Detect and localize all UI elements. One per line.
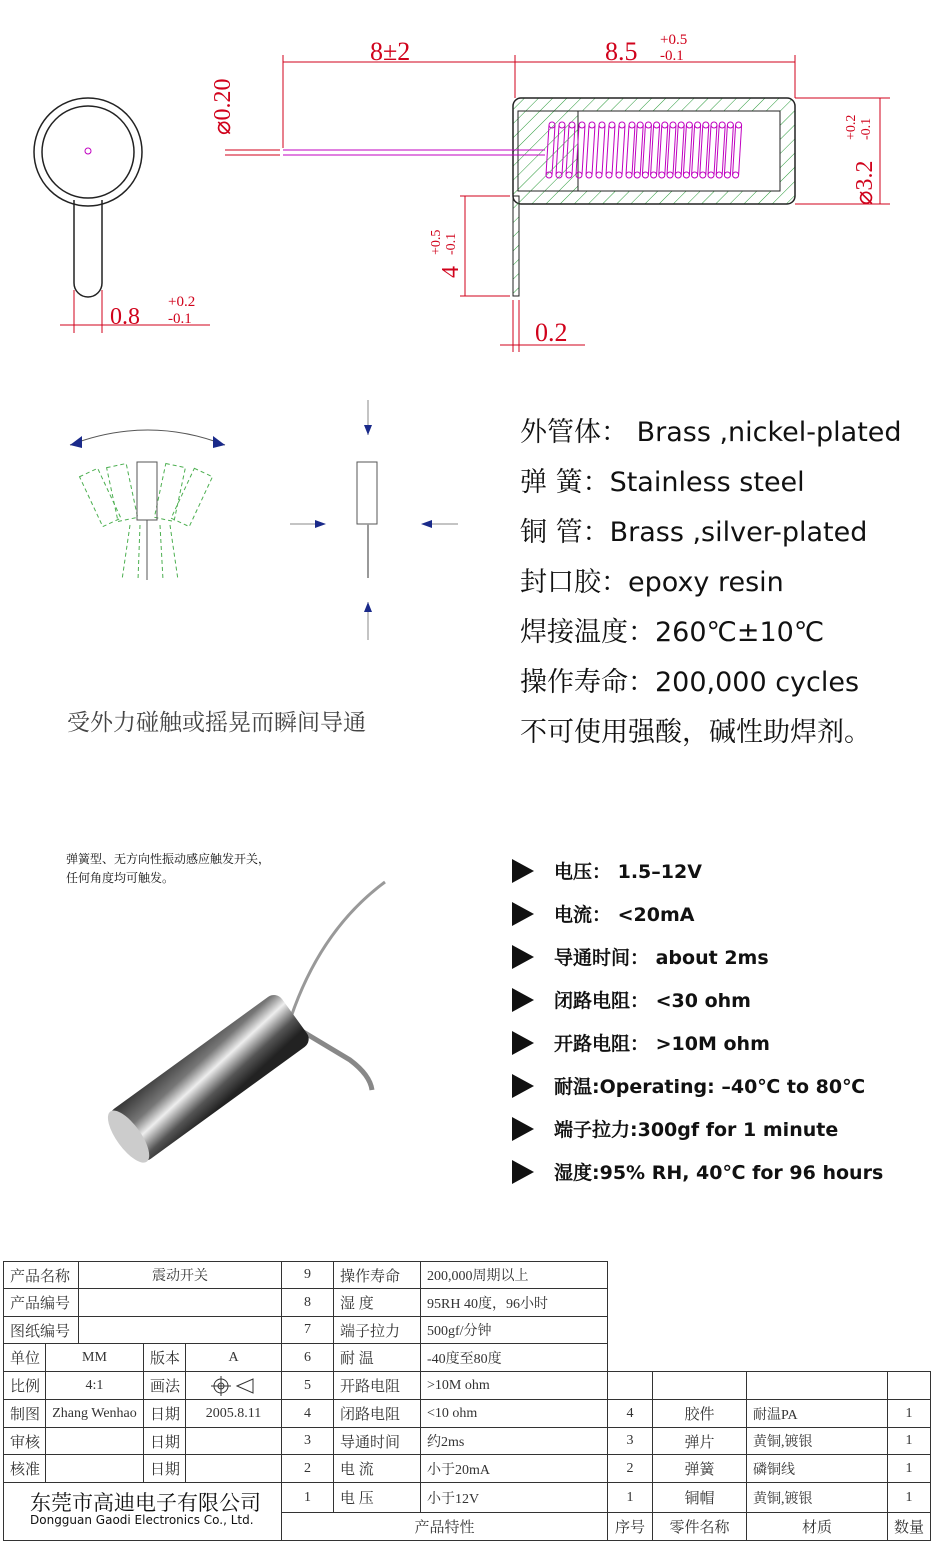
dim-tab-width: 0.8 (110, 304, 140, 330)
char-no: 6 (281, 1343, 334, 1372)
char-no: 5 (281, 1371, 334, 1400)
field-value: MM (45, 1343, 144, 1372)
spec-text: 电流： <20mA (554, 904, 695, 926)
field-value: Zhang Wenhao (45, 1399, 144, 1428)
char-header: 产品特性 (281, 1512, 608, 1541)
motion-caption: 受外力碰触或摇晃而瞬间导通 (67, 710, 366, 736)
field-value (45, 1454, 144, 1483)
char-no: 9 (281, 1261, 334, 1289)
field-value (45, 1427, 144, 1455)
part-name: 铜帽 (652, 1482, 747, 1513)
dim-tol: -0.1 (168, 311, 192, 327)
spec-item (512, 857, 702, 884)
spec-text: 端子拉力:300gf for 1 minute (554, 1119, 839, 1141)
part-qty: 1 (887, 1482, 931, 1513)
dim-tol: +0.2 (844, 114, 859, 140)
spec-item (512, 900, 694, 927)
char-no: 4 (281, 1399, 334, 1428)
part-name (652, 1371, 747, 1400)
field-label: 版本 (143, 1343, 186, 1372)
char-name: 湿 度 (333, 1288, 421, 1317)
material-item: 铜 管：Brass ,silver-plated (520, 517, 868, 548)
material-item: 弹 簧：Stainless steel (520, 467, 805, 498)
part-qty: 1 (887, 1399, 931, 1428)
char-name: 耐 温 (333, 1343, 421, 1372)
field-value: 4:1 (45, 1371, 144, 1400)
spec-text: 导通时间： about 2ms (554, 947, 769, 969)
field-value (185, 1427, 282, 1455)
char-value: 500gf/分钟 (420, 1316, 608, 1344)
part-no: 1 (607, 1482, 653, 1513)
part-no (607, 1371, 653, 1400)
field-label: 比例 (3, 1371, 46, 1400)
material-item: 外管体： Brass ,nickel-plated (520, 417, 902, 448)
bullet-triangle-icon (512, 945, 534, 969)
part-name: 弹片 (652, 1427, 747, 1455)
field-label: 单位 (3, 1343, 46, 1372)
part-no: 2 (607, 1454, 653, 1483)
part-material: 磷铜线 (746, 1454, 888, 1483)
char-value: 小于20mA (420, 1454, 608, 1483)
spec-text: 闭路电阻： <30 ohm (554, 990, 751, 1012)
part-material: 耐温PA (746, 1399, 888, 1428)
char-no: 1 (281, 1482, 334, 1513)
photo-caption-line: 弹簧型、无方向性振动感应触发开关， (66, 852, 271, 866)
parts-header: 数量 (887, 1512, 931, 1541)
field-label: 审核 (3, 1427, 46, 1455)
spec-text: 开路电阻： >10M ohm (554, 1033, 770, 1055)
part-qty (887, 1371, 931, 1400)
char-value: 95RH 40度，96小时 (420, 1288, 608, 1317)
dim-body-length: 8.5 (605, 37, 638, 66)
drawing-no-value (78, 1316, 282, 1344)
side-section-view (110, 32, 890, 352)
spec-text: 耐温:Operating: –40℃ to 80℃ (554, 1076, 866, 1098)
field-label: 核准 (3, 1454, 46, 1483)
char-name: 操作寿命 (333, 1261, 421, 1289)
char-value: -40度至80度 (420, 1343, 608, 1372)
product-name-label: 产品名称 (3, 1261, 79, 1289)
char-no: 8 (281, 1288, 334, 1317)
drawing-no-label: 图纸编号 (3, 1316, 79, 1344)
product-no-value (78, 1288, 282, 1317)
spec-item (512, 1029, 770, 1056)
bullet-triangle-icon (512, 988, 534, 1012)
dim-pin-thickness: 0.2 (535, 318, 568, 347)
dim-tol: -0.1 (660, 48, 684, 64)
char-name: 导通时间 (333, 1427, 421, 1455)
spec-item (512, 1115, 838, 1142)
dim-tol: -0.1 (859, 117, 874, 140)
company-name-cn: 东莞市高迪电子有限公司 (30, 1491, 261, 1515)
part-name: 弹簧 (652, 1454, 747, 1483)
parts-header: 材质 (746, 1512, 888, 1541)
field-value (185, 1454, 282, 1483)
spec-item (512, 1072, 865, 1099)
technical-drawing (0, 0, 934, 370)
field-label: 制图 (3, 1399, 46, 1428)
dim-body-diameter: ⌀3.2 (852, 160, 878, 205)
char-name: 端子拉力 (333, 1316, 421, 1344)
parts-header: 序号 (607, 1512, 653, 1541)
char-name: 电 压 (333, 1482, 421, 1513)
spec-text: 电压： 1.5–12V (554, 861, 702, 883)
char-value: 小于12V (420, 1482, 608, 1513)
part-qty: 1 (887, 1427, 931, 1455)
part-qty: 1 (887, 1454, 931, 1483)
motion-diagram (60, 390, 480, 650)
dim-wire-length: 8±2 (370, 37, 411, 66)
char-name: 闭路电阻 (333, 1399, 421, 1428)
company-name-en: Dongguan Gaodi Electronics Co., Ltd. (30, 1513, 254, 1527)
field-label: 日期 (143, 1427, 186, 1455)
bullet-triangle-icon (512, 1160, 534, 1184)
material-item: 不可使用强酸，碱性助焊剂。 (520, 717, 871, 748)
field-label: 画法 (143, 1371, 186, 1400)
field-value: 2005.8.11 (185, 1399, 282, 1428)
product-photo (60, 870, 400, 1190)
dim-tol: +0.5 (660, 32, 688, 48)
spec-item (512, 986, 751, 1013)
bullet-triangle-icon (512, 1031, 534, 1055)
photo-caption-line: 任何角度均可触发。 (66, 871, 175, 885)
char-no: 7 (281, 1316, 334, 1344)
bullet-triangle-icon (512, 859, 534, 883)
dim-tol: +0.5 (429, 229, 444, 255)
product-no-label: 产品编号 (3, 1288, 79, 1317)
material-item: 封口胶：epoxy resin (520, 567, 784, 598)
part-material (746, 1371, 888, 1400)
part-no: 3 (607, 1427, 653, 1455)
spec-item (512, 1158, 883, 1185)
char-name: 电 流 (333, 1454, 421, 1483)
spec-item (512, 943, 769, 970)
dim-tol: +0.2 (168, 294, 196, 310)
field-label: 日期 (143, 1454, 186, 1483)
dim-tol: -0.1 (444, 232, 459, 255)
parts-header: 零件名称 (652, 1512, 747, 1541)
spec-text: 湿度:95% RH, 40℃ for 96 hours (554, 1162, 884, 1184)
dim-pin-length: 4 (438, 266, 464, 278)
part-name: 胶件 (652, 1399, 747, 1428)
part-material: 黄铜,镀银 (746, 1482, 888, 1513)
projection-symbol-icon (185, 1371, 282, 1400)
dim-wire-diameter: ⌀0.20 (210, 78, 236, 135)
char-name: 开路电阻 (333, 1371, 421, 1400)
product-name-value: 震动开关 (78, 1261, 282, 1289)
char-value: 约2ms (420, 1427, 608, 1455)
char-value: >10M ohm (420, 1371, 608, 1400)
char-no: 2 (281, 1454, 334, 1483)
material-item: 焊接温度：260℃±10℃ (520, 617, 825, 648)
material-item: 操作寿命：200,000 cycles (520, 667, 860, 698)
field-label: 日期 (143, 1399, 186, 1428)
bullet-triangle-icon (512, 1074, 534, 1098)
part-material: 黄铜,镀银 (746, 1427, 888, 1455)
bullet-triangle-icon (512, 902, 534, 926)
char-value: 200,000周期以上 (420, 1261, 608, 1289)
char-value: <10 ohm (420, 1399, 608, 1428)
bullet-triangle-icon (512, 1117, 534, 1141)
part-no: 4 (607, 1399, 653, 1428)
field-value: A (185, 1343, 282, 1372)
char-no: 3 (281, 1427, 334, 1455)
